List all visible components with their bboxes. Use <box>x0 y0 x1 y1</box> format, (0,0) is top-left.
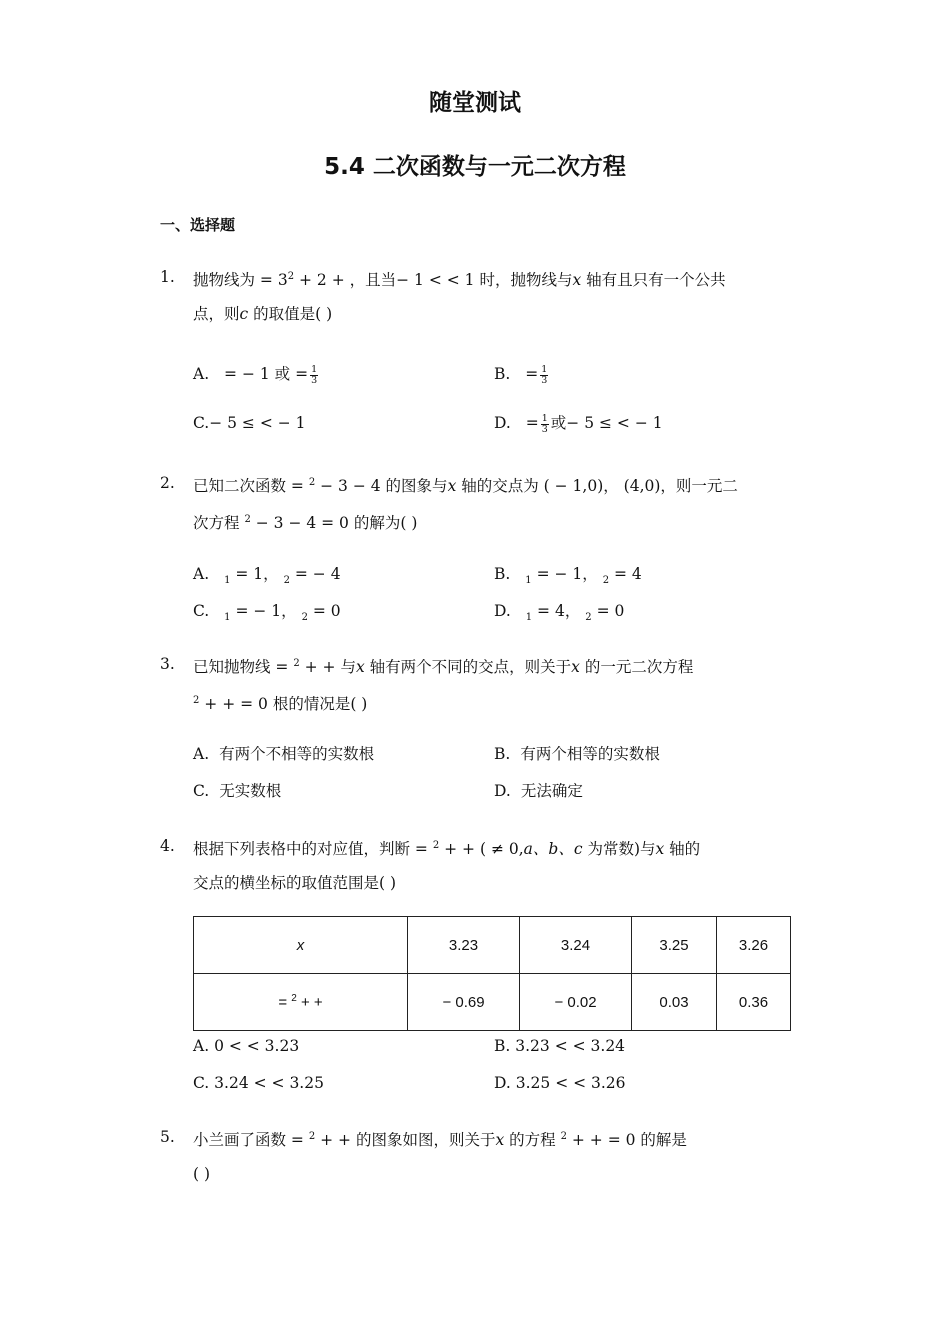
question-1-line-1: 抛物线为 = $3^2 + 2$ + ，且当− 1 < < 1 时，抛物线与x 轴有且只有一个公共 <box>193 271 726 290</box>
question-1-line-2: 点，则c 的取值是( ) <box>193 305 333 323</box>
option-d[interactable]: D. $_1$ = 4， $_2$ = 0 <box>494 602 625 624</box>
table-cell: − 0.02 <box>520 974 632 1031</box>
question-2-line-2: 次方程 $^2$ − 3 − 4 = 0 的解为( ) <box>193 514 418 533</box>
table-cell: 3.24 <box>520 917 632 974</box>
section-heading: 一、选择题 <box>160 216 236 234</box>
question-5-line-1: 小兰画了函数 = $^2$ + + 的图象如图，则关于x 的方程 $^2$ + + = 0 的解是 <box>193 1131 687 1150</box>
option-a[interactable]: A. 有两个不相等的实数根 <box>193 745 375 763</box>
question-number: 4. <box>160 837 175 855</box>
option-a[interactable]: A. = − 1 或 = $\frac{1}{3}$ <box>193 363 318 386</box>
question-number: 2. <box>160 474 175 492</box>
option-c[interactable]: C.− 5 ≤ < − 1 <box>193 414 306 432</box>
table-cell: 0.36 <box>717 974 791 1031</box>
table-cell: 3.23 <box>408 917 520 974</box>
table-cell: 3.25 <box>632 917 717 974</box>
fraction: $\frac{1}{3}$ <box>541 412 548 435</box>
option-b[interactable]: B. = $\frac{1}{3}$ <box>494 363 548 386</box>
page-subtitle: 5.4 二次函数与一元二次方程 <box>324 154 626 180</box>
table-cell: − 0.69 <box>408 974 520 1031</box>
table-cell: 3.26 <box>717 917 791 974</box>
value-table <box>193 916 791 1031</box>
page-title: 随堂测试 <box>429 90 521 116</box>
option-b[interactable]: B. 3.23 < < 3.24 <box>494 1037 626 1055</box>
option-b[interactable]: B. 有两个相等的实数根 <box>494 745 660 763</box>
fraction: $\frac{1}{3}$ <box>311 363 318 386</box>
option-d[interactable]: D. 无法确定 <box>494 782 583 800</box>
option-a[interactable]: A. 0 < < 3.23 <box>193 1037 300 1055</box>
option-c[interactable]: C. $_1$ = − 1， $_2$ = 0 <box>193 602 341 624</box>
option-d[interactable]: D. = $\frac{1}{3}$ 或− 5 ≤ < − 1 <box>494 412 663 435</box>
question-5-line-2: ( ) <box>193 1165 211 1183</box>
table-row <box>194 974 791 1031</box>
question-number: 1. <box>160 268 175 286</box>
table-row <box>194 917 791 974</box>
option-c[interactable]: C. 3.24 < < 3.25 <box>193 1074 324 1092</box>
question-4-line-2: 交点的横坐标的取值范围是( ) <box>193 874 397 892</box>
question-3-line-1: 已知抛物线 = $^2$ + + 与x 轴有两个不同的交点，则关于x 的一元二次方程 <box>193 658 694 677</box>
table-cell: 0.03 <box>632 974 717 1031</box>
option-c[interactable]: C. 无实数根 <box>193 782 282 800</box>
question-4-line-1: 根据下列表格中的对应值，判断 = $^2$ + + ( ≠ 0,a、b、c 为常数)与x 轴的 <box>193 840 701 859</box>
option-b[interactable]: B. $_1$ = − 1， $_2$ = 4 <box>494 565 642 587</box>
question-number: 3. <box>160 655 175 673</box>
fraction: $\frac{1}{3}$ <box>541 363 548 386</box>
option-d[interactable]: D. 3.25 < < 3.26 <box>494 1074 626 1092</box>
question-2-line-1: 已知二次函数 = $^2$ − 3 − 4 的图象与x 轴的交点为 ( − 1,0)， (4,0)，则一元二 <box>193 477 738 496</box>
table-cell: = $^2$ + + <box>194 974 408 1031</box>
table-cell: x <box>194 917 408 974</box>
question-number: 5. <box>160 1128 175 1146</box>
question-3-line-2: $^2$ + + = 0 根的情况是( ) <box>193 695 368 714</box>
option-a[interactable]: A. $_1$ = 1， $_2$ = − 4 <box>193 565 341 587</box>
